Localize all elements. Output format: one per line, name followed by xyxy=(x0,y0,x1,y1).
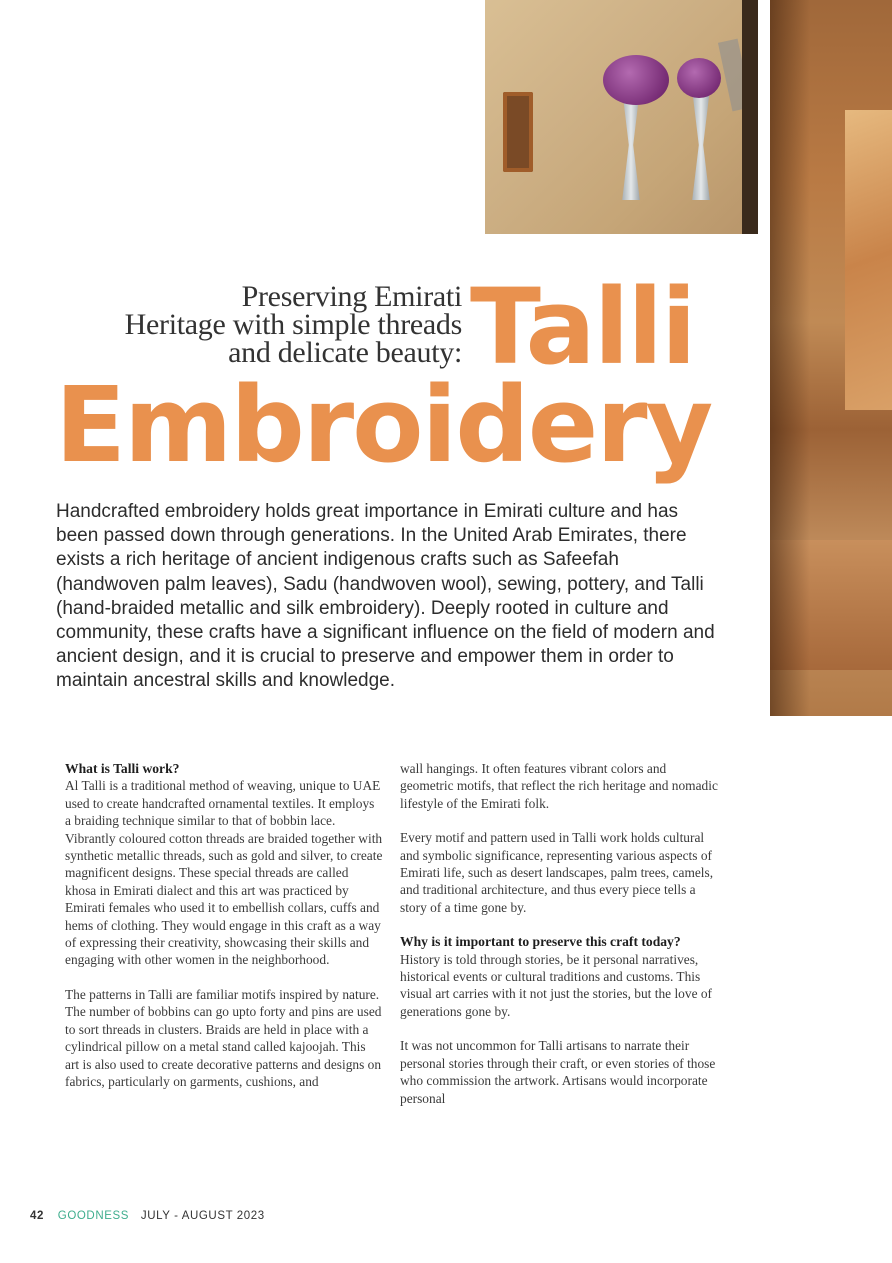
body-paragraph: It was not uncommon for Talli artisans to narrate their personal stories through their craft, or even stories of those who commission the artwork. Artisans would incorporate personal xyxy=(400,1038,716,1106)
body-paragraph: wall hangings. It often features vibrant colors and geometric motifs, that reflect the rich heritage and nomadic lifestyle of the Emirati folk. xyxy=(400,761,718,811)
kajoojah-stand xyxy=(690,90,712,200)
headline-kicker xyxy=(40,280,462,369)
body-paragraph: The patterns in Talli are familiar motifs inspired by nature. The number of bobbins can go upto forty and pins are used to sort threads in clusters. Braids are held in place with a cylindrical pillow on a metal stand called kajoojah. This art is also used to create decorative patterns and designs on fabrics, particularly on garments, cushions, and xyxy=(65,986,382,1089)
title-embroidery: Embroidery xyxy=(55,364,712,486)
kicker-line: and delicate beauty: xyxy=(228,336,462,369)
section-heading: Why is it important to preserve this craft today? xyxy=(400,934,681,950)
title-talli: Talli xyxy=(470,266,695,388)
woven-fabric xyxy=(845,110,892,410)
page-number: 42 xyxy=(30,1210,44,1222)
braiding-pillow xyxy=(603,55,669,105)
magazine-name: GOODNESS xyxy=(57,1210,130,1222)
issue-date: JULY - AUGUST 2023 xyxy=(140,1210,265,1222)
lead-paragraph: Handcrafted embroidery holds great importance in Emirati culture and has been passed down through generations. In the United Arab Emirates, there exists a rich heritage of ancient indigenous crafts such as Safeefah (handwoven palm leaves), Sadu (handwoven wool), sewing, pottery, and Talli (hand-braided metallic and silk embroidery). Deeply rooted in culture and community, these crafts have a significant influence on the field of modern and ancient design, and it is crucial to preserve and empower them in order to maintain ancestral skills and knowledge. xyxy=(56,501,715,692)
body-paragraph: Al Talli is a traditional method of weaving, unique to UAE used to create handcrafted ornamental textiles. It employs a braiding technique similar to that of bobbin lace. Vibrantly coloured cotton threads are braided together with synthetic metallic threads, such as gold and silver, to create magnificent designs. These special threads are called khosa in Emirati dialect and this art was practiced by Emirati females who used it to embellish collars, cuffs and hems of clothing. They would engage in this craft as a way of expressing their creativity, showcasing their skills and engaging with other women in the neighborhood. xyxy=(65,778,383,968)
bobbin-board xyxy=(503,92,533,172)
body-column-right xyxy=(400,760,722,1124)
kicker-line: Preserving Emirati xyxy=(241,280,462,313)
section-heading: What is Talli work? xyxy=(65,761,180,776)
photo-edge xyxy=(742,0,758,234)
kicker-line: Heritage with simple threads xyxy=(124,308,462,341)
kajoojah-stand xyxy=(620,90,642,200)
body-paragraph: Every motif and pattern used in Talli work holds cultural and symbolic significance, representing various aspects of Emirati life, such as desert landscapes, palm trees, camels, and traditional architecture, and thus every piece tells a story of a time gone by. xyxy=(400,830,714,915)
body-paragraph: History is told through stories, be it personal narratives, historical events or cultural traditions and customs. This visual art carries with it not just the stories, but the love of generations gone by. xyxy=(400,951,713,1019)
page-footer xyxy=(30,1210,265,1222)
body-column-left xyxy=(65,760,383,1107)
braiding-pillow xyxy=(677,58,721,98)
talli-tools-photo xyxy=(485,0,758,234)
interior-photo xyxy=(770,0,892,716)
photo-shadow xyxy=(770,0,810,716)
